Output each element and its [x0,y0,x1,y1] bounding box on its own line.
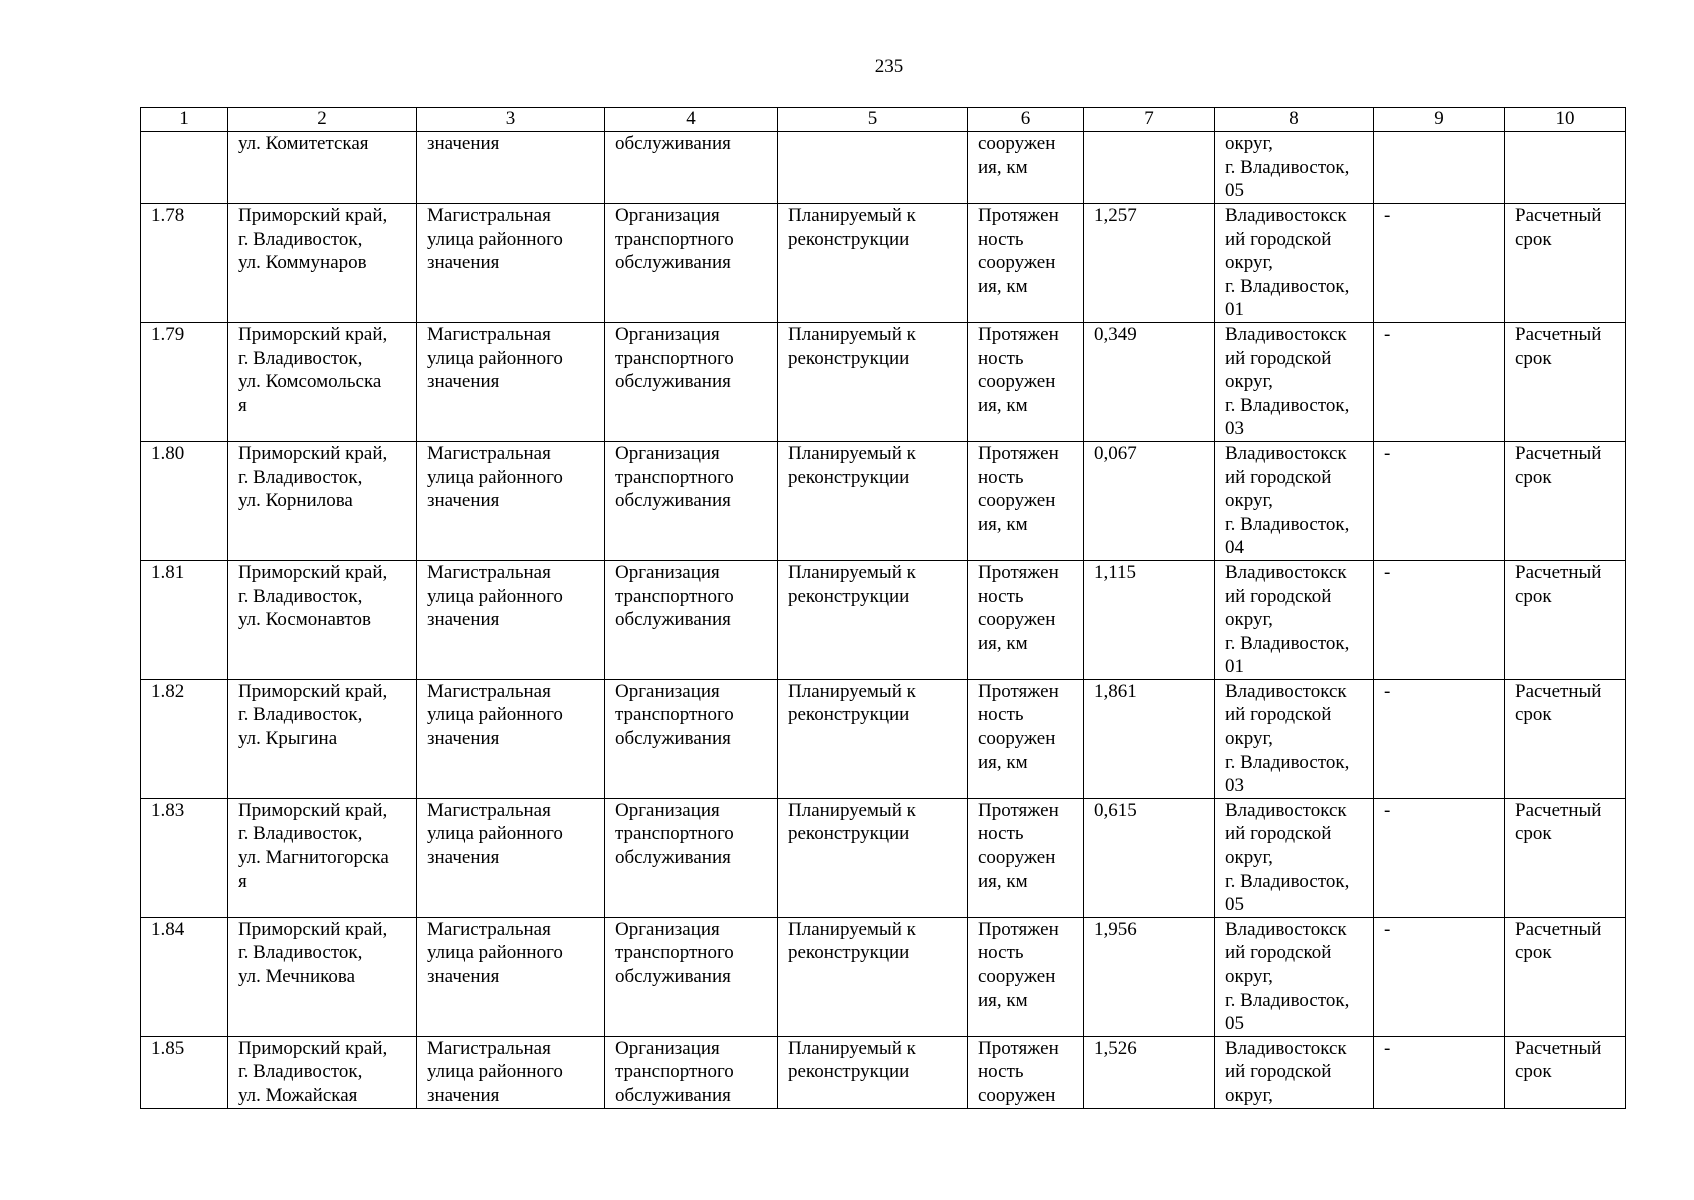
cell-characteristic: Протяжен ность сооружен [968,1036,1084,1108]
cell-type: Магистральная улица районного значения [417,798,605,917]
cell-zone: округ, г. Владивосток, 05 [1215,132,1374,204]
header-row [141,108,1626,132]
cell-term: Расчетный срок [1505,679,1626,798]
column-header: 4 [605,108,778,132]
cell-location: Приморский край, г. Владивосток, ул. Корнилова [228,441,417,560]
cell-number: 1.83 [141,798,228,917]
cell-type: Магистральная улица районного значения [417,1036,605,1108]
cell-zone: Владивостокск ий городской округ, г. Владивосток, 04 [1215,441,1374,560]
cell-col9: - [1374,322,1505,441]
cell-value: 1,526 [1084,1036,1215,1108]
cell-type: значения [417,132,605,204]
cell-col9: - [1374,1036,1505,1108]
cell-location: Приморский край, г. Владивосток, ул. Космонавтов [228,560,417,679]
cell-value: 1,956 [1084,917,1215,1036]
cell-term: Расчетный срок [1505,204,1626,323]
cell-purpose: Организация транспортного обслуживания [605,204,778,323]
cell-purpose: Организация транспортного обслуживания [605,917,778,1036]
cell-characteristic: Протяжен ность сооружен ия, км [968,441,1084,560]
cell-zone: Владивостокск ий городской округ, г. Владивосток, 01 [1215,204,1374,323]
cell-col9: - [1374,917,1505,1036]
cell-location: Приморский край, г. Владивосток, ул. Коммунаров [228,204,417,323]
cell-status: Планируемый к реконструкции [778,441,968,560]
cell-zone: Владивостокск ий городской округ, г. Владивосток, 03 [1215,679,1374,798]
cell-zone: Владивостокск ий городской округ, г. Владивосток, 01 [1215,560,1374,679]
cell-value: 1,861 [1084,679,1215,798]
cell-characteristic: сооружен ия, км [968,132,1084,204]
cell-status: Планируемый к реконструкции [778,1036,968,1108]
cell-type: Магистральная улица районного значения [417,679,605,798]
column-header: 7 [1084,108,1215,132]
cell-characteristic: Протяжен ность сооружен ия, км [968,322,1084,441]
cell-col9: - [1374,441,1505,560]
cell-location: Приморский край, г. Владивосток, ул. Магнитогорска я [228,798,417,917]
cell-status: Планируемый к реконструкции [778,204,968,323]
cell-location: Приморский край, г. Владивосток, ул. Можайская [228,1036,417,1108]
cell-zone: Владивостокск ий городской округ, г. Владивосток, 05 [1215,917,1374,1036]
cell-term: Расчетный срок [1505,1036,1626,1108]
table-row [141,132,1626,204]
cell-value: 0,067 [1084,441,1215,560]
cell-status [778,132,968,204]
cell-location: Приморский край, г. Владивосток, ул. Мечникова [228,917,417,1036]
cell-zone: Владивостокск ий городской округ, г. Владивосток, 03 [1215,322,1374,441]
cell-zone: Владивостокск ий городской округ, г. Владивосток, 05 [1215,798,1374,917]
table-row [141,560,1626,679]
column-header: 1 [141,108,228,132]
cell-term: Расчетный срок [1505,798,1626,917]
cell-purpose: обслуживания [605,132,778,204]
cell-status: Планируемый к реконструкции [778,322,968,441]
table-row [141,441,1626,560]
data-table [140,107,1626,1109]
table-row [141,1036,1626,1108]
cell-term [1505,132,1626,204]
table-row [141,679,1626,798]
cell-type: Магистральная улица районного значения [417,560,605,679]
cell-characteristic: Протяжен ность сооружен ия, км [968,679,1084,798]
table-row [141,917,1626,1036]
cell-value: 1,115 [1084,560,1215,679]
cell-location: ул. Комитетская [228,132,417,204]
cell-location: Приморский край, г. Владивосток, ул. Крыгина [228,679,417,798]
cell-purpose: Организация транспортного обслуживания [605,1036,778,1108]
cell-characteristic: Протяжен ность сооружен ия, км [968,798,1084,917]
cell-purpose: Организация транспортного обслуживания [605,679,778,798]
cell-purpose: Организация транспортного обслуживания [605,322,778,441]
cell-col9: - [1374,560,1505,679]
cell-number: 1.80 [141,441,228,560]
cell-value [1084,132,1215,204]
cell-purpose: Организация транспортного обслуживания [605,798,778,917]
page-number: 235 [874,56,904,77]
cell-term: Расчетный срок [1505,917,1626,1036]
cell-characteristic: Протяжен ность сооружен ия, км [968,917,1084,1036]
cell-term: Расчетный срок [1505,322,1626,441]
cell-term: Расчетный срок [1505,441,1626,560]
column-header: 9 [1374,108,1505,132]
cell-purpose: Организация транспортного обслуживания [605,560,778,679]
column-header: 5 [778,108,968,132]
cell-value: 1,257 [1084,204,1215,323]
cell-characteristic: Протяжен ность сооружен ия, км [968,204,1084,323]
cell-col9 [1374,132,1505,204]
cell-number: 1.81 [141,560,228,679]
cell-value: 0,349 [1084,322,1215,441]
cell-location: Приморский край, г. Владивосток, ул. Комсомольска я [228,322,417,441]
cell-number: 1.82 [141,679,228,798]
cell-number: 1.79 [141,322,228,441]
table-row [141,204,1626,323]
cell-type: Магистральная улица районного значения [417,204,605,323]
cell-characteristic: Протяжен ность сооружен ия, км [968,560,1084,679]
cell-col9: - [1374,679,1505,798]
cell-zone: Владивостокск ий городской округ, [1215,1036,1374,1108]
column-header: 10 [1505,108,1626,132]
table-row [141,322,1626,441]
cell-number: 1.78 [141,204,228,323]
cell-col9: - [1374,204,1505,323]
cell-status: Планируемый к реконструкции [778,679,968,798]
cell-status: Планируемый к реконструкции [778,798,968,917]
cell-number: 1.85 [141,1036,228,1108]
column-header: 3 [417,108,605,132]
cell-number [141,132,228,204]
cell-purpose: Организация транспортного обслуживания [605,441,778,560]
cell-number: 1.84 [141,917,228,1036]
column-header: 8 [1215,108,1374,132]
column-header: 2 [228,108,417,132]
cell-status: Планируемый к реконструкции [778,917,968,1036]
cell-type: Магистральная улица районного значения [417,917,605,1036]
cell-type: Магистральная улица районного значения [417,441,605,560]
cell-type: Магистральная улица районного значения [417,322,605,441]
table-row [141,798,1626,917]
column-header: 6 [968,108,1084,132]
cell-value: 0,615 [1084,798,1215,917]
cell-status: Планируемый к реконструкции [778,560,968,679]
cell-term: Расчетный срок [1505,560,1626,679]
cell-col9: - [1374,798,1505,917]
